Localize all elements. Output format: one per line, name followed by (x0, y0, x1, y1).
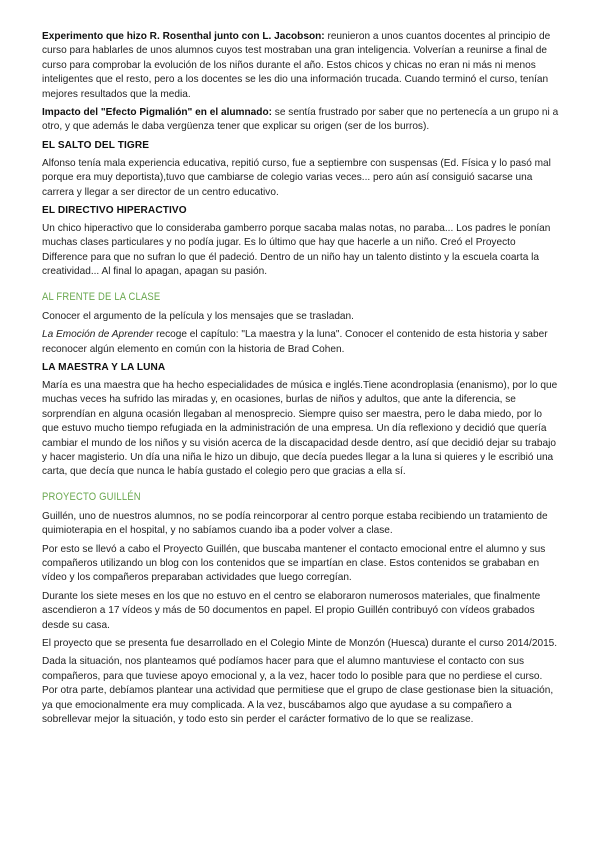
frente-p2 (42, 328, 560, 357)
guillen-p1: Guillén, uno de nuestros alumnos, no se podía reincorporar al centro porque estaba recibiendo un tratamiento de quimioterapia en el hospital, y no sabíamos cuando iba a poder volver a clase. (42, 510, 548, 537)
directivo-heading: EL DIRECTIVO HIPERACTIVO (42, 205, 187, 217)
pigmalion-lead: Impacto del "Efecto Pigmalión" en el alumnado: (42, 107, 272, 119)
maestra-text: María es una maestra que ha hecho especialidades de música e inglés.Tiene acondroplasia (enanismo), por lo que muchas veces ha sufrido las miradas y, en ocasiones, burlas de niños y adultos, que ante la diferencia, se sorprendían en alguna ocasión llegaban al menosprecio. Siempre quiso ser maestra, pero le daba miedo, por lo que estuvo mucho tiempo refugiada en la administración de una empresa. Un día reflexiono y decidió que quería cambiar el mundo de los niños y su visión acerca de la discapacidad desde dentro, así que decidió dejar su trabajo y hacer magisterio. Un día una niña le hizo un dibujo, que decía puedes llegar a la luna si quieres y le escribió una carta, que decía que nunca le había gustado el colegio pero que gracias a ella sí. (42, 379, 558, 478)
guillen-p4: El proyecto que se presenta fue desarrollado en el Colegio Minte de Monzón (Huesca) durante el curso 2014/2015. (42, 638, 558, 649)
salto-text: Alfonso tenía mala experiencia educativa, repitió curso, fue a septiembre con suspensas (Ed. Física y lo pasó mal porque era muy deportista),tuvo que cambiarse de colegio varias veces... pero aún así consiguió sacarse una carrera y llegar a ser director de un centro educativo. (42, 157, 551, 198)
frente-p2-text: recoge el capítulo: "La maestra y la luna". Conocer el contenido de esta historia y saber reconocer algún elemento en común con la historia de Brad Cohen. (42, 329, 548, 355)
salto-heading: EL SALTO DEL TIGRE (42, 139, 150, 151)
rosenthal-text: reunieron a unos cuantos docentes al principio de curso para hablarles de unos alumnos cuyos test mostraban una gran inteligencia. Volverían a reunirse a final de curso para comprobar la evolución de los niños durante el año. Estos chicos y chicas no eran ni más ni menos inteligentes que el resto, pero a los docentes se les dio una información trucada. Cuando terminó el curso, tenían mejores resultados que la media. (42, 31, 551, 100)
rosenthal-paragraph (42, 30, 560, 102)
guillen-p5: Dada la situación, nos planteamos qué podíamos hacer para que el alumno mantuviese el contacto con sus compañeros, para que tuviese apoyo emocional y, a la vez, hacer todo lo posible para que no perdiese el curso. Por otra parte, debíamos plantear una actividad que permitiese que el grupo de clase gestionase bien la situación, ya que emocionalmente era muy complicada. A la vez, buscábamos algo que ayudase a su compañero a sobrellevar mejor la situación, y todo esto sin perder el carácter formativo de lo que se realizase. (42, 656, 554, 726)
maestra-heading: LA MAESTRA Y LA LUNA (42, 361, 166, 373)
pigmalion-paragraph (42, 106, 560, 135)
frente-heading: AL FRENTE DE LA CLASE (42, 290, 161, 303)
rosenthal-lead: Experimento que hizo R. Rosenthal junto con L. Jacobson: (42, 31, 325, 42)
guillen-p3: Durante los siete meses en los que no estuvo en el centro se elaboraron numerosos materiales, que finalmente ascendieron a 17 vídeos y más de 50 documentos en papel. El propio Guillén contribuyó con vídeos grabados desde su casa. (42, 590, 541, 631)
document-page (42, 30, 560, 731)
pigmalion-text: se sentía frustrado por saber que no pertenecía a un grupo ni a otro, y que además le daba vergüenza tener que explicar su origen (ser de los burros). (42, 107, 559, 133)
frente-p2-italic: La Emoción de Aprender (42, 329, 154, 341)
frente-p1: Conocer el argumento de la película y los mensajes que se trasladan. (42, 310, 354, 322)
guillen-heading: PROYECTO GUILLÉN (42, 490, 141, 503)
guillen-p2: Por esto se llevó a cabo el Proyecto Guillén, que buscaba mantener el contacto emocional entre el alumno y sus compañeros utilizando un blog con los contenidos que se impartían en clase. Estos contenidos se grababan en vídeo y los compañeros preparaban actividades que luego corregían. (42, 543, 546, 584)
directivo-text: Un chico hiperactivo que lo consideraba gamberro porque sacaba malas notas, no paraba... Los padres le ponían muchas clases particulares y no podía jugar. Es lo último que hay que hacerle a un niño. Creó el Proyecto Difference para que no sufran lo que él padeció. Dentro de un niño hay un talento distinto y la escuela coarta la creatividad... Al final lo apagan, apagan su pasión. (42, 223, 551, 278)
